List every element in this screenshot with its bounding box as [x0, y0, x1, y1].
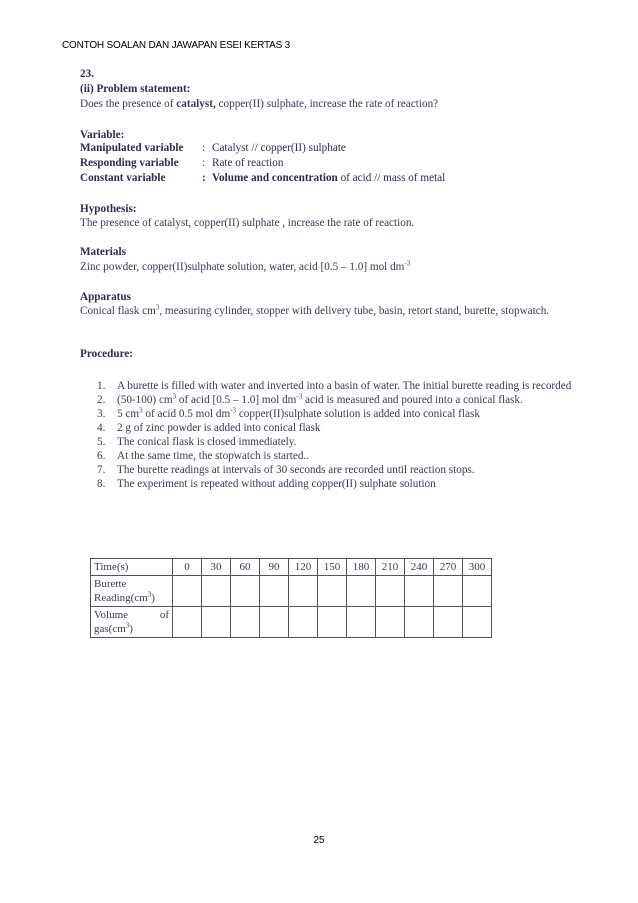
time-cell: 90: [260, 559, 289, 576]
time-cell: 300: [463, 559, 492, 576]
materials-heading: Materials: [80, 246, 126, 258]
apparatus-text: Conical flask $cm^3$, measuring cylinder, stopper with delivery tube, basin, retort stand, burette, stopwatch.: [80, 303, 550, 317]
responding-variable-row: Responding variable : Rate of reaction: [80, 157, 284, 169]
time-cell: 270: [434, 559, 463, 576]
time-cell: 120: [289, 559, 318, 576]
page-header: CONTOH SOALAN DAN JAWAPAN ESEI KERTAS 3: [62, 40, 290, 51]
time-cell: 210: [376, 559, 405, 576]
empty-cell: [434, 576, 463, 607]
empty-cell: [463, 576, 492, 607]
time-cell: 240: [405, 559, 434, 576]
time-cell: 150: [318, 559, 347, 576]
apparatus-heading: Apparatus: [80, 291, 131, 303]
burette-label: Burette $Reading(cm^3)$: [91, 576, 173, 607]
time-cell: 30: [202, 559, 231, 576]
empty-cell: [231, 607, 260, 638]
empty-cell: [173, 607, 202, 638]
procedure-step: 6. At the same time, the stopwatch is started..: [97, 450, 310, 462]
empty-cell: [289, 607, 318, 638]
empty-cell: [260, 607, 289, 638]
empty-cell: [318, 607, 347, 638]
procedure-heading: Procedure:: [80, 348, 134, 360]
manipulated-variable-value: Catalyst // copper(II) sulphate: [212, 142, 346, 154]
empty-cell: [318, 576, 347, 607]
materials-text: Zinc powder, copper(II)sulphate solution, water, acid [0.5 – 1.0] mol $dm^{-3}$: [80, 259, 411, 273]
empty-cell: [376, 607, 405, 638]
empty-cell: [434, 607, 463, 638]
volume-row: [91, 607, 492, 638]
empty-cell: [231, 576, 260, 607]
hypothesis-text: The presence of catalyst, copper(II) sulphate , increase the rate of reaction.: [80, 217, 415, 229]
constant-variable-row: Constant variable : Volume and concentration of acid // mass of metal: [80, 172, 446, 184]
empty-cell: [202, 607, 231, 638]
variable-heading: Variable:: [80, 129, 125, 141]
manipulated-variable-label: Manipulated variable: [80, 142, 184, 154]
empty-cell: [376, 576, 405, 607]
procedure-step: 4. 2 g of zinc powder is added into conical flask: [97, 422, 321, 434]
empty-cell: [405, 607, 434, 638]
time-cell: 0: [173, 559, 202, 576]
hypothesis-heading: Hypothesis:: [80, 203, 137, 215]
responding-variable-label: Responding variable: [80, 157, 179, 169]
burette-row: [91, 576, 492, 607]
question-number: 23.: [80, 68, 94, 80]
results-table: [90, 558, 492, 638]
procedure-step: 8. The experiment is repeated without adding copper(II) sulphate solution: [97, 478, 436, 490]
empty-cell: [173, 576, 202, 607]
page-number: 25: [313, 835, 325, 846]
empty-cell: [347, 607, 376, 638]
time-cell: 60: [231, 559, 260, 576]
procedure-step: 5. The conical flask is closed immediately.: [97, 436, 297, 448]
constant-variable-value: Volume and concentration: [212, 172, 338, 184]
procedure-step: 3. 5 $cm^3$ of acid 0.5 mol $dm^{-3}$ copper(II)sulphate solution is added into conical flask: [97, 406, 480, 420]
constant-variable-label: Constant variable: [80, 172, 166, 184]
empty-cell: [347, 576, 376, 607]
procedure-list: [97, 379, 579, 491]
empty-cell: [202, 576, 231, 607]
empty-cell: [463, 607, 492, 638]
problem-statement: Does the presence of catalyst, copper(II) sulphate, increase the rate of reaction?: [80, 98, 439, 110]
manipulated-variable-row: Manipulated variable : Catalyst // copper(II) sulphate: [80, 142, 346, 154]
time-row: [91, 559, 492, 576]
responding-variable-value: Rate of reaction: [212, 157, 284, 169]
empty-cell: [260, 576, 289, 607]
empty-cell: [405, 576, 434, 607]
procedure-step: 7. The burette readings at intervals of 30 seconds are recorded until reaction stops.: [97, 464, 475, 476]
time-label: Time(s): [91, 559, 173, 576]
procedure-step: 2. (50-100) $cm^3$ of acid [0.5 – 1.0] mol $dm^{-3}$ acid is measured and poured into a conical flask.: [97, 392, 523, 406]
empty-cell: [289, 576, 318, 607]
time-cell: 180: [347, 559, 376, 576]
procedure-step: 1. A burette is filled with water and inverted into a basin of water. The initial burette reading is recorded: [97, 380, 572, 392]
problem-heading: (ii) Problem statement:: [80, 83, 191, 95]
volume-label: Volume of $gas(cm^3)$: [91, 607, 173, 638]
